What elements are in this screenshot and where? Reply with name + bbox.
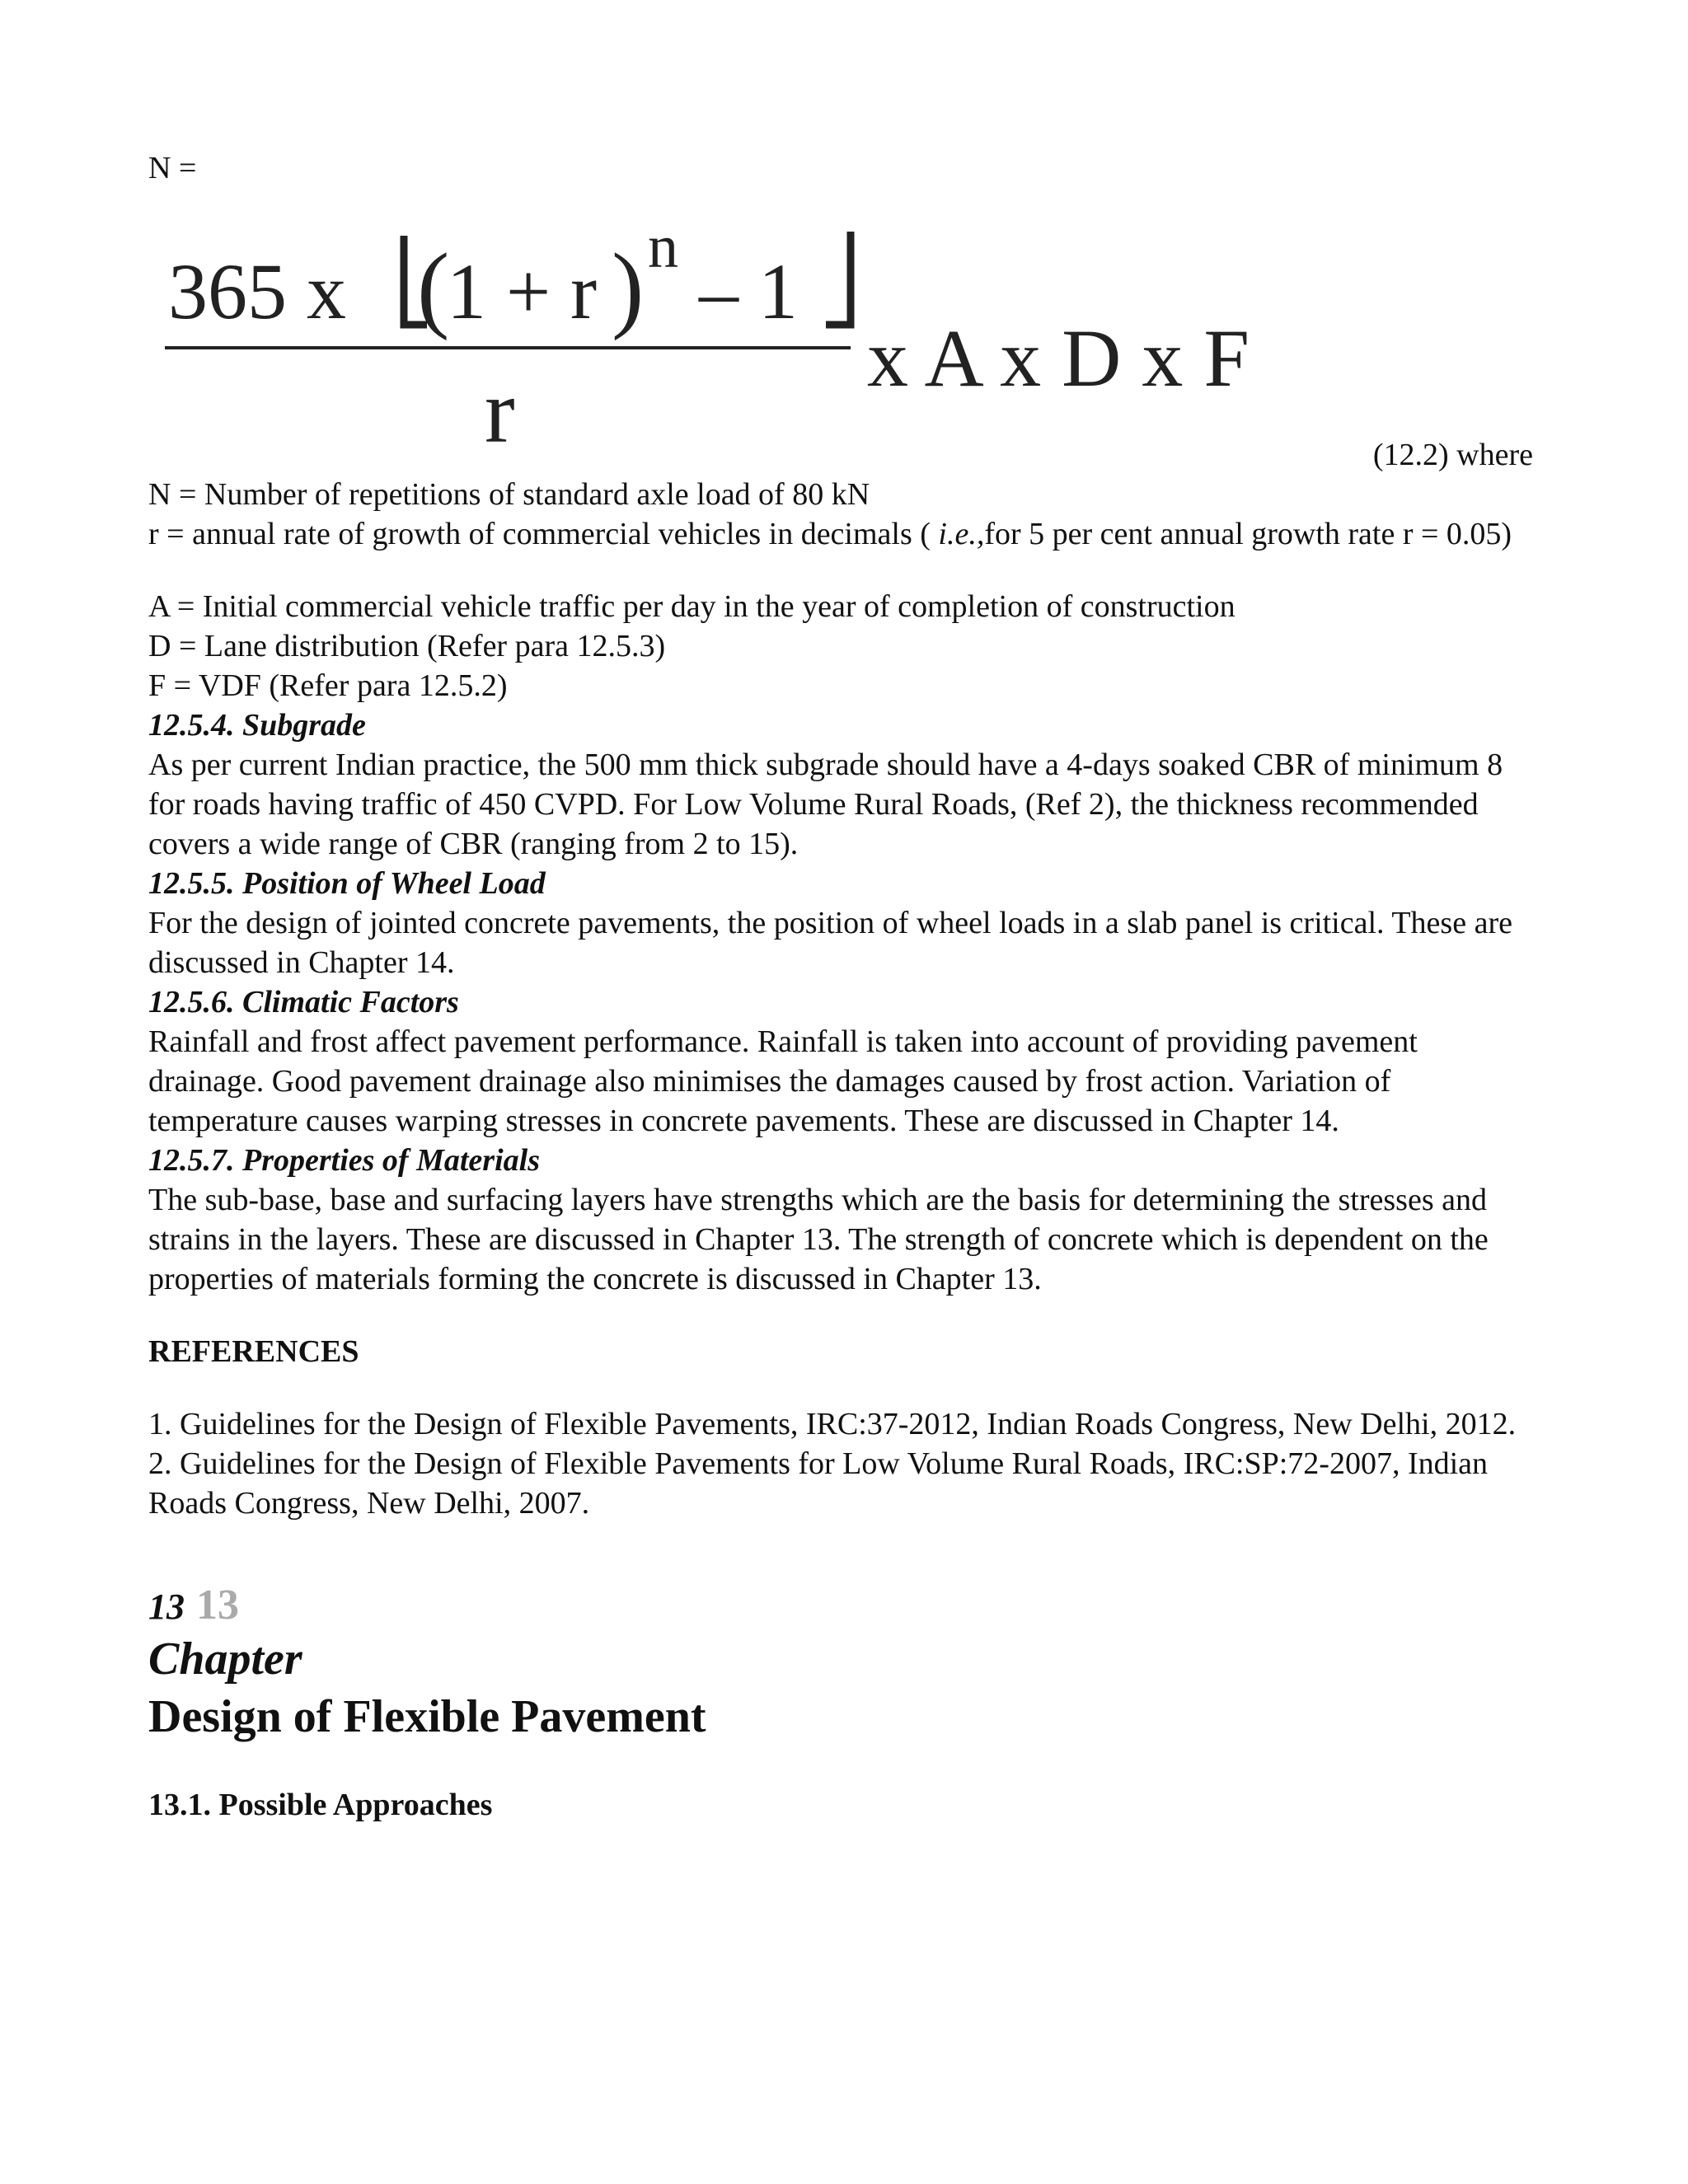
formula-denominator: r	[485, 361, 515, 442]
section-heading: 12.5.5. Position of Wheel Load	[148, 866, 546, 901]
section-wheel-load	[148, 864, 1533, 982]
document-page	[148, 148, 1533, 1825]
reference-item: 2. Guidelines for the Design of Flexible Pavements for Low Volume Rural Roads, IRC:SP:72-2007, Indian Roads Congress, New Delhi, 2007.	[148, 1446, 1489, 1521]
section-heading: 12.5.7. Properties of Materials	[148, 1143, 540, 1178]
formula-open-paren: (	[417, 233, 450, 341]
chapter-label: Chapter	[148, 1633, 302, 1685]
chapter-title: Design of Flexible Pavement	[148, 1691, 706, 1742]
variable-definitions	[148, 475, 1533, 705]
definition-f: F = VDF (Refer para 12.5.2)	[148, 668, 508, 703]
formula-one-plus-r: 1 + r	[447, 247, 598, 335]
references-heading: REFERENCES	[148, 1334, 359, 1369]
section-heading: 12.5.6. Climatic Factors	[148, 985, 459, 1019]
reference-item: 1. Guidelines for the Design of Flexible Pavements, IRC:37-2012, Indian Roads Congress, New Delhi, 2012.	[148, 1407, 1517, 1441]
definition-r-ie: i.e.,	[938, 517, 985, 551]
section-body: As per current Indian practice, the 500 mm thick subgrade should have a 4-days soaked CBR of minimum 8 for roads having traffic of 450 CVPD. For Low Volume Rural Roads, (Ref 2), the thickness recommended covers a wide range of CBR (ranging from 2 to 15).	[148, 748, 1503, 861]
definition-n: N = Number of repetitions of standard axle load of 80 kN	[148, 477, 870, 512]
definition-d: D = Lane distribution (Refer para 12.5.3)	[148, 629, 666, 663]
chapter-number-italic: 13	[148, 1586, 185, 1627]
formula-right-bracket	[826, 232, 851, 325]
definition-r	[148, 514, 1533, 554]
chapter-number	[148, 1582, 1533, 1630]
definition-r-lead: r = annual rate of growth of commercial vehicles in decimals (	[148, 517, 931, 551]
formula-numerator-prefix: 365 x	[168, 247, 346, 335]
traffic-formula	[148, 194, 1368, 442]
formula-minus-one: – 1	[699, 247, 798, 335]
chapter-number-grey: 13	[196, 1582, 239, 1629]
section-climatic-factors	[148, 982, 1533, 1141]
section-subgrade	[148, 705, 1533, 864]
definition-r-tail: for 5 per cent annual growth rate r = 0.05)	[984, 517, 1512, 551]
formula-lhs: N =	[148, 151, 197, 185]
section-heading-possible-approaches: 13.1. Possible Approaches	[148, 1788, 493, 1822]
section-body: For the design of jointed concrete pavements, the position of wheel loads in a slab panel is critical. These are discussed in Chapter 14.	[148, 906, 1512, 980]
section-heading: 12.5.4. Subgrade	[148, 708, 366, 743]
section-body: Rainfall and frost affect pavement performance. Rainfall is taken into account of providing pavement drainage. Good pavement drainage also minimises the damages caused by frost action. Variation of temperature causes warping stresses in concrete pavements. These are discussed in Chapter 14.	[148, 1024, 1418, 1138]
section-materials	[148, 1141, 1533, 1299]
definition-a: A = Initial commercial vehicle traffic per day in the year of completion of construction	[148, 589, 1236, 624]
formula-multipliers: x A x D x F	[867, 312, 1250, 404]
section-body: The sub-base, base and surfacing layers have strengths which are the basis for determining the stresses and strains in the layers. These are discussed in Chapter 13. The strength of concrete which is dependent on the properties of materials forming the concrete is discussed in Chapter 13.	[148, 1183, 1489, 1296]
formula-close-paren: )	[612, 233, 645, 341]
formula-graphic	[148, 194, 1368, 442]
formula-exponent: n	[648, 213, 678, 281]
equation-label: (12.2) where	[1372, 438, 1533, 472]
